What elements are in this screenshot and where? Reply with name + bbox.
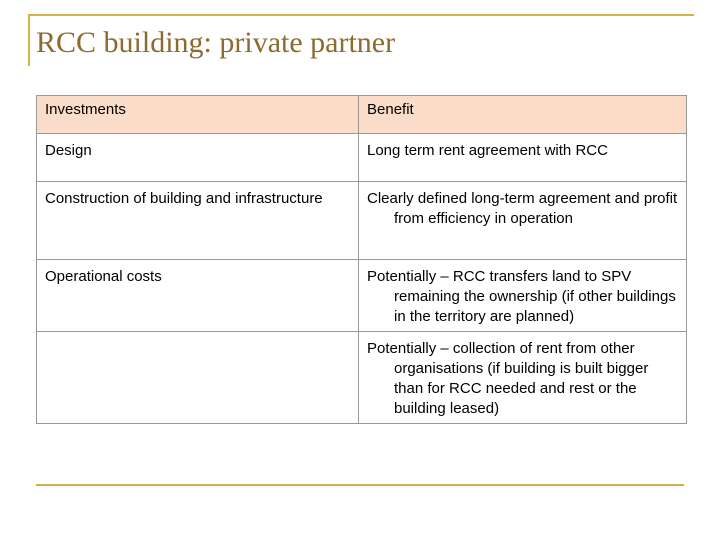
benefit-cell: Long term rent agreement with RCC bbox=[359, 134, 687, 182]
accent-top-rule bbox=[28, 14, 694, 16]
investment-cell: Operational costs bbox=[37, 260, 359, 332]
accent-vertical-rule bbox=[28, 14, 30, 66]
header-benefit: Benefit bbox=[359, 96, 687, 134]
investment-cell: Construction of building and infrastructure bbox=[37, 182, 359, 260]
accent-bottom-rule bbox=[36, 484, 684, 486]
table-header-row bbox=[37, 96, 687, 134]
table-row bbox=[37, 332, 687, 424]
header-investments: Investments bbox=[37, 96, 359, 134]
table-row bbox=[37, 134, 687, 182]
table-row bbox=[37, 182, 687, 260]
benefit-cell: Potentially – RCC transfers land to SPV remaining the ownership (if other buildings in the territory are planned) bbox=[359, 260, 687, 332]
benefit-cell: Clearly defined long-term agreement and profit from efficiency in operation bbox=[359, 182, 687, 260]
investments-benefit-table bbox=[36, 95, 687, 424]
slide-title: RCC building: private partner bbox=[36, 26, 396, 59]
investment-cell: Design bbox=[37, 134, 359, 182]
investment-cell bbox=[37, 332, 359, 424]
benefit-cell: Potentially – collection of rent from other organisations (if building is built bigger than for RCC needed and rest or the building leased) bbox=[359, 332, 687, 424]
table-row bbox=[37, 260, 687, 332]
